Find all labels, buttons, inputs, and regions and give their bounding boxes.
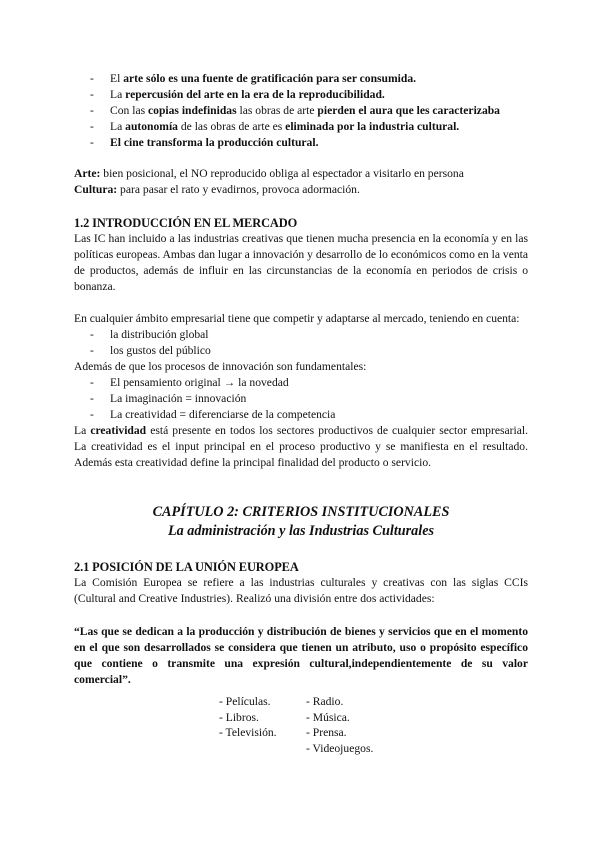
list-item: - Radio. [306, 695, 344, 708]
list-item: - Prensa. [306, 726, 347, 739]
list-item: - Videojuegos. [306, 741, 374, 755]
market-list-2 [74, 375, 528, 423]
paragraph: En cualquier ámbito empresarial tiene que competir y adaptarse al mercado, teniendo en cuenta: [74, 312, 520, 325]
paragraph: Las IC han incluido a las industrias creativas que tienen mucha presencia en la economía y en las políticas europeas. Ambas dan lugar a innovación y desarrollo de lo económicos como en la venta de productos, además de influir en las circunstancias de la economía en periodos de crisis o bonanza. [74, 232, 528, 293]
media-list-column-2 [306, 694, 373, 756]
list-item: - Música. [306, 710, 350, 724]
definition-cultura: Cultura: para pasar el rato y evadirnos, provoca adormación. [74, 183, 360, 196]
market-block [74, 311, 528, 471]
list-item: - La imaginación = innovación [74, 391, 528, 407]
chapter-title: CAPÍTULO 2: CRITERIOS INSTITUCIONALES [152, 504, 450, 520]
section-heading-1-2: 1.2 INTRODUCCIÓN EN EL MERCADO [74, 216, 298, 230]
paragraph: Además de que los procesos de innovación son fundamentales: [74, 360, 367, 373]
list-item: - El pensamiento original → la novedad [74, 375, 528, 391]
list-item: - El arte sólo es una fuente de gratificación para ser consumida. [74, 71, 528, 87]
list-item: - Televisión. [219, 726, 277, 739]
list-item: - Con las copias indefinidas las obras de arte pierden el aura que les caracterizaba [74, 103, 528, 119]
chapter-subtitle: La administración y las Industrias Culturales [167, 523, 435, 539]
market-list-1 [74, 327, 528, 359]
list-item: - Películas. [219, 695, 271, 708]
list-item: - La repercusión del arte en la era de la reproducibilidad. [74, 87, 528, 103]
list-item: - los gustos del público [74, 343, 528, 359]
paragraph: La Comisión Europea se refiere a las industrias culturales y creativas con las siglas CCIs (Cultural and Creative Industries). Realizó una división entre dos actividades: [74, 576, 528, 605]
definition-arte: Arte: bien posicional, el NO reproducido obliga al espectador a visitarlo en persona [74, 167, 464, 180]
list-item: - la distribución global [74, 327, 528, 343]
list-item: - Libros. [219, 710, 259, 724]
section-heading-2-1: 2.1 POSICIÓN DE LA UNIÓN EUROPEA [74, 560, 299, 574]
list-item: - El cine transforma la producción cultural. [74, 135, 528, 151]
definitions [74, 166, 528, 198]
eu-definition-quote: “Las que se dedican a la producción y distribución de bienes y servicios que en el momento en el que son desarrollados se considera que tienen un atributo, uso o propósito específico que contiene o transmite una expresión cultural,independientemente de su valor comercial”. [74, 625, 528, 686]
list-item: - La autonomía de las obras de arte es eliminada por la industria cultural. [74, 119, 528, 135]
list-item: - La creatividad = diferenciarse de la competencia [74, 407, 528, 423]
intro-list [74, 71, 528, 151]
paragraph: La creatividad está presente en todos los sectores productivos de cualquier sector empresarial. La creatividad es el input principal en el proceso productivo y se manifiesta en el resultado. Además esta creatividad define la principal finalidad del producto o servicio. [74, 424, 528, 469]
media-list-column-1 [219, 694, 277, 741]
